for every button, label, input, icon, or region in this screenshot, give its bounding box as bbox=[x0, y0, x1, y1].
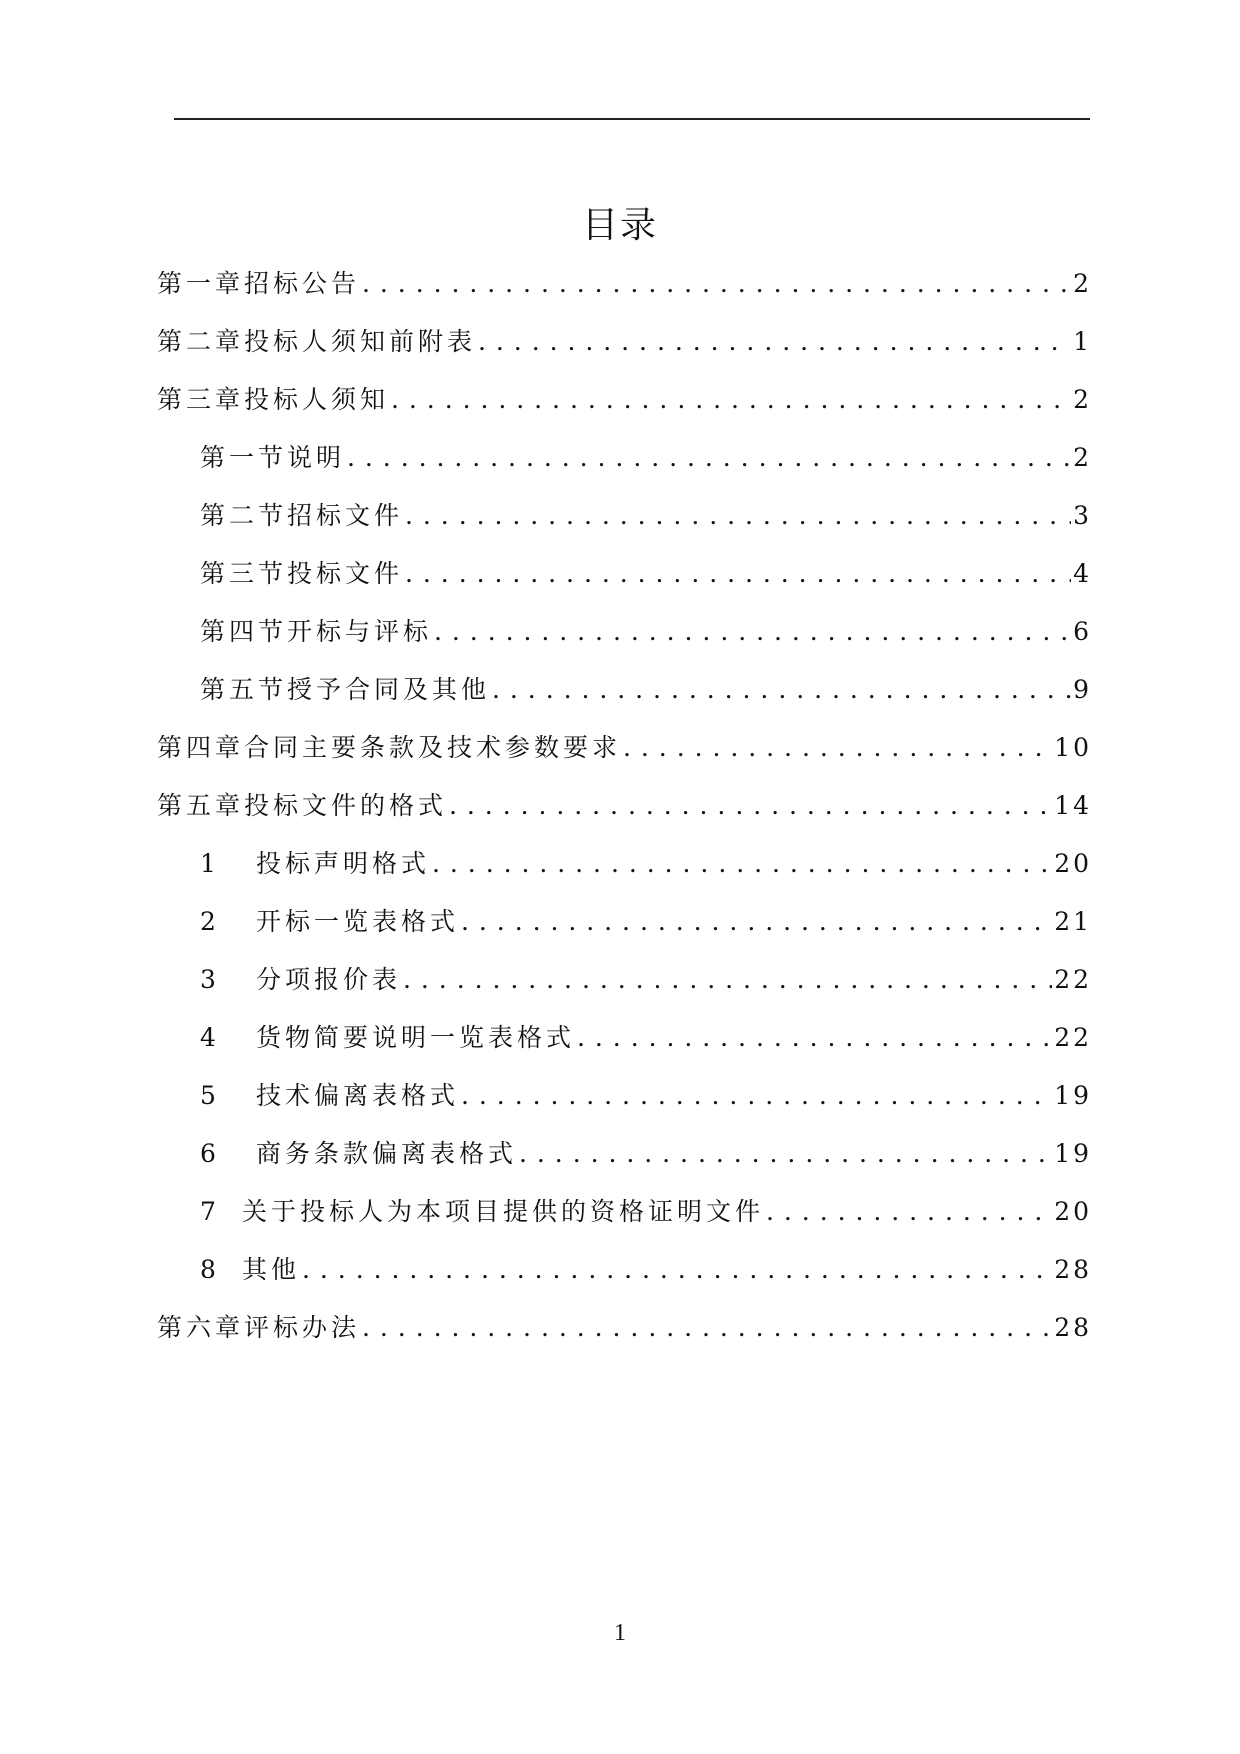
toc-entry-label: 开标一览表格式 bbox=[256, 907, 460, 936]
toc-leader-dots bbox=[405, 496, 1071, 536]
toc-leader-dots bbox=[492, 670, 1071, 710]
toc-entry-page: 2 bbox=[1073, 443, 1092, 472]
toc-entry-number: 4 bbox=[200, 1023, 220, 1052]
toc-entry-section-3[interactable] bbox=[200, 554, 1092, 594]
toc-entry-label: 第二节招标文件 bbox=[200, 501, 404, 530]
toc-leader-dots bbox=[449, 786, 1052, 826]
toc-entry-label: 关于投标人为本项目提供的资格证明文件 bbox=[242, 1197, 765, 1226]
toc-leader-dots bbox=[432, 844, 1052, 884]
toc-entry-label: 分项报价表 bbox=[256, 965, 402, 994]
toc-leader-dots bbox=[623, 728, 1052, 768]
toc-leader-dots bbox=[405, 554, 1071, 594]
toc-entry-chapter-4[interactable] bbox=[157, 728, 1092, 768]
toc-entry-section-2[interactable] bbox=[200, 496, 1092, 536]
toc-entry-label: 第五节授予合同及其他 bbox=[200, 675, 491, 704]
toc-entry-number: 5 bbox=[200, 1081, 220, 1110]
toc-entry-page: 20 bbox=[1054, 849, 1092, 878]
toc-entry-page: 9 bbox=[1073, 675, 1092, 704]
toc-entry-format-3[interactable] bbox=[200, 960, 1092, 1000]
toc-entry-page: 28 bbox=[1054, 1313, 1092, 1342]
toc-entry-number: 6 bbox=[200, 1139, 220, 1168]
header-rule bbox=[174, 118, 1090, 120]
toc-entry-page: 2 bbox=[1073, 385, 1092, 414]
toc-entry-label: 第三章投标人须知 bbox=[157, 385, 390, 414]
toc-entry-label: 第六章评标办法 bbox=[157, 1313, 361, 1342]
toc-entry-number: 2 bbox=[200, 907, 220, 936]
toc-entry-section-1[interactable] bbox=[200, 438, 1092, 478]
toc-entry-label: 第二章投标人须知前附表 bbox=[157, 327, 477, 356]
toc-entry-chapter-1[interactable] bbox=[157, 264, 1092, 304]
toc-entry-format-5[interactable] bbox=[200, 1076, 1092, 1116]
toc-entry-page: 2 bbox=[1073, 269, 1092, 298]
toc-entry-format-7[interactable] bbox=[200, 1192, 1092, 1232]
toc-entry-page: 1 bbox=[1073, 327, 1092, 356]
toc-leader-dots bbox=[362, 264, 1071, 304]
toc-entry-page: 3 bbox=[1073, 501, 1092, 530]
toc-entry-label: 第三节投标文件 bbox=[200, 559, 404, 588]
toc-entry-label: 第四节开标与评标 bbox=[200, 617, 433, 646]
toc-entry-label: 货物简要说明一览表格式 bbox=[256, 1023, 576, 1052]
toc-entry-page: 10 bbox=[1054, 733, 1092, 762]
toc-entry-label: 技术偏离表格式 bbox=[256, 1081, 460, 1110]
toc-entry-page: 4 bbox=[1073, 559, 1092, 588]
toc-entry-number: 8 bbox=[200, 1255, 220, 1284]
toc-entry-section-4[interactable] bbox=[200, 612, 1092, 652]
toc-entry-label: 第一章招标公告 bbox=[157, 269, 361, 298]
toc-leader-dots bbox=[461, 1076, 1052, 1116]
toc-entry-section-5[interactable] bbox=[200, 670, 1092, 710]
toc-entry-chapter-2[interactable] bbox=[157, 322, 1092, 362]
toc-entry-label: 其他 bbox=[242, 1255, 301, 1284]
toc-leader-dots bbox=[577, 1018, 1052, 1058]
toc-entry-chapter-6[interactable] bbox=[157, 1308, 1092, 1348]
toc-entry-format-6[interactable] bbox=[200, 1134, 1092, 1174]
toc-entry-chapter-5[interactable] bbox=[157, 786, 1092, 826]
toc-leader-dots bbox=[347, 438, 1071, 478]
toc-entry-format-1[interactable] bbox=[200, 844, 1092, 884]
toc-entry-number: 1 bbox=[200, 849, 220, 878]
toc-leader-dots bbox=[302, 1250, 1052, 1290]
toc-entry-page: 22 bbox=[1054, 965, 1092, 994]
toc-entry-label: 第四章合同主要条款及技术参数要求 bbox=[157, 733, 622, 762]
toc-entry-page: 28 bbox=[1054, 1255, 1092, 1284]
toc-entry-page: 19 bbox=[1054, 1081, 1092, 1110]
toc-entry-format-2[interactable] bbox=[200, 902, 1092, 942]
toc-leader-dots bbox=[461, 902, 1052, 942]
toc-entry-label: 第一节说明 bbox=[200, 443, 346, 472]
toc-entry-label: 第五章投标文件的格式 bbox=[157, 791, 448, 820]
toc-entry-format-4[interactable] bbox=[200, 1018, 1092, 1058]
toc-entry-page: 20 bbox=[1054, 1197, 1092, 1226]
toc-leader-dots bbox=[519, 1134, 1052, 1174]
footer-page-number: 1 bbox=[614, 1620, 626, 1646]
toc-leader-dots bbox=[362, 1308, 1052, 1348]
toc-leader-dots bbox=[403, 960, 1052, 1000]
toc-leader-dots bbox=[766, 1192, 1052, 1232]
toc-entry-chapter-3[interactable] bbox=[157, 380, 1092, 420]
toc-leader-dots bbox=[478, 322, 1071, 362]
toc-entry-label: 商务条款偏离表格式 bbox=[256, 1139, 518, 1168]
toc-entry-page: 14 bbox=[1054, 791, 1092, 820]
toc-entry-page: 21 bbox=[1054, 907, 1092, 936]
toc-leader-dots bbox=[434, 612, 1071, 652]
toc-entry-format-8[interactable] bbox=[200, 1250, 1092, 1290]
toc-entry-page: 6 bbox=[1073, 617, 1092, 646]
page-title: 目录 bbox=[581, 205, 658, 246]
toc-entry-page: 22 bbox=[1054, 1023, 1092, 1052]
toc-leader-dots bbox=[391, 380, 1071, 420]
toc-entry-page: 19 bbox=[1054, 1139, 1092, 1168]
toc-entry-number: 7 bbox=[200, 1197, 220, 1226]
toc-entry-number: 3 bbox=[200, 965, 220, 994]
toc-entry-label: 投标声明格式 bbox=[256, 849, 431, 878]
